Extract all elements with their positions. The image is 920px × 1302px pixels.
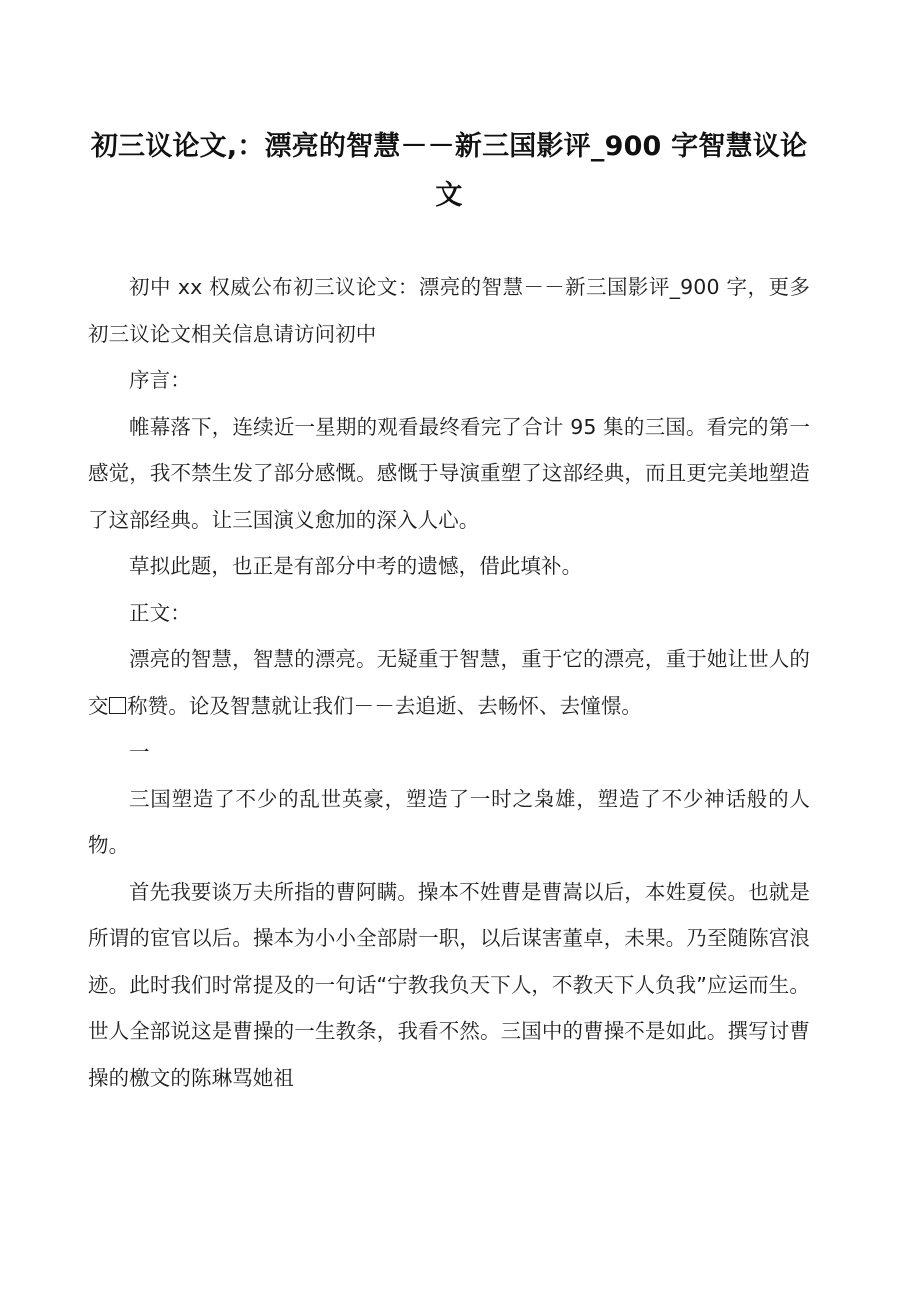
document-body	[88, 264, 810, 1101]
paragraph-lead: 初中 xx 权威公布初三议论文：漂亮的智慧－－新三国影评_900 字，更多初三议论文相关信息请访问初中	[88, 275, 810, 346]
page-content-column	[88, 0, 810, 1101]
paragraph-preface-heading: 序言：	[129, 368, 191, 392]
page-title: 初三议论文,：漂亮的智慧－－新三国影评_900 字智慧议论文	[90, 131, 808, 211]
paragraph-main-open-part1: 漂亮的智慧，智慧的漂亮。无疑重于智慧，重于它的漂亮，重于她让世人的交	[88, 647, 810, 718]
paragraph-main-open-part2: 称赞。论及智慧就让我们－－去追逝、去畅怀、去憧憬。	[127, 693, 643, 718]
section-marker-one: 一	[129, 740, 150, 764]
missing-glyph-box-icon	[109, 697, 126, 714]
paragraph-section-one-a: 三国塑造了不少的乱世英豪，塑造了一时之枭雄，塑造了不少神话般的人物。	[88, 786, 810, 857]
paragraph-preface-note: 草拟此题，也正是有部分中考的遗憾，借此填补。	[129, 554, 583, 578]
paragraph-preface-body: 帷幕落下，连续近一星期的观看最终看完了合计 95 集的三国。看完的第一感觉，我不禁生发了部分感慨。感慨于导演重塑了这部经典，而且更完美地塑造了这部经典。让三国演义愈加的深入人心。	[88, 414, 810, 532]
paragraph-main-open	[88, 636, 810, 729]
paragraph-section-one-b: 首先我要谈万夫所指的曹阿瞒。操本不姓曹是曹嵩以后，本姓夏侯。也就是所谓的宦官以后。操本为小小全部尉一职，以后谋害董卓，未果。乃至随陈宫浪迹。此时我们时常提及的一句话“宁教我负天下人，不教天下人负我”应运而生。世人全部说这是曹操的一生教条，我看不然。三国中的曹操不是如此。撰写讨曹操的檄文的陈琳骂她祖	[88, 879, 810, 1090]
paragraph-main-heading: 正文：	[129, 600, 191, 625]
